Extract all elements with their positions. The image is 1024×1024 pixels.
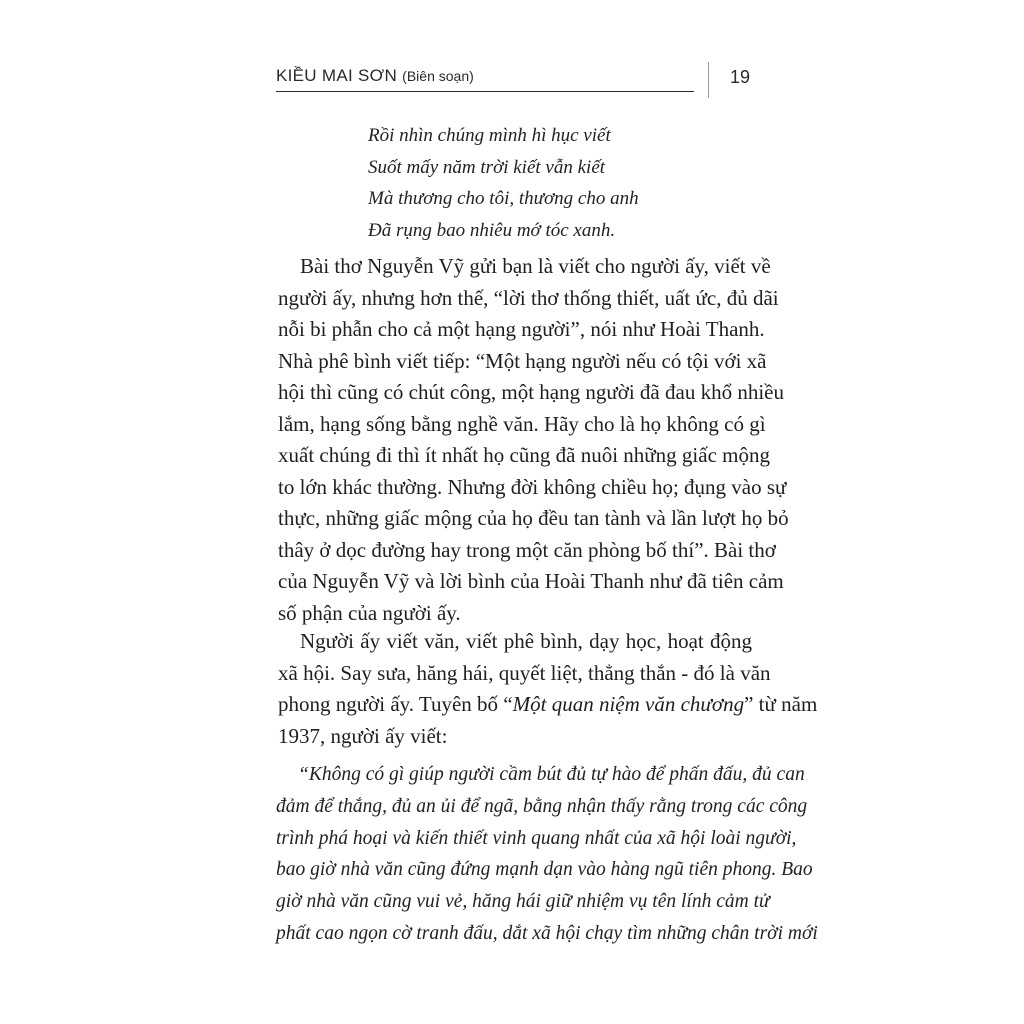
header-divider <box>708 62 709 98</box>
paragraph-line: người ấy, nhưng hơn thế, “lời thơ thống thiết, uất ức, đủ dãi <box>278 285 779 310</box>
paragraph-line: 1937, người ấy viết: <box>278 723 448 748</box>
header-rule <box>276 91 694 92</box>
quote-line: “Không có gì giúp người cầm bút đủ tự hào để phấn đấu, đủ can <box>298 764 805 785</box>
quote-line: giờ nhà văn cũng vui vẻ, hăng hái giữ nhiệm vụ tên lính cảm tử <box>276 891 770 913</box>
essay-title: Một quan niệm văn chương <box>512 692 745 716</box>
running-header <box>276 66 474 86</box>
poem-line: Mà thương cho tôi, thương cho anh <box>368 188 639 209</box>
paragraph-line: của Nguyễn Vỹ và lời bình của Hoài Thanh như đã tiên cảm <box>278 569 784 593</box>
paragraph-2 <box>278 626 818 752</box>
paragraph-line: xã hội. Say sưa, hăng hái, quyết liệt, thẳng thắn - đó là văn <box>278 660 771 685</box>
quote-line: trình phá hoại và kiến thiết vinh quang nhất của xã hội loài người, <box>276 827 797 849</box>
paragraph-line: thực, những giấc mộng của họ đều tan tành và lần lượt họ bỏ <box>278 506 789 530</box>
text-segment: ” từ năm <box>744 692 818 716</box>
poem-line: Suốt mấy năm trời kiết vẫn kiết <box>368 156 606 178</box>
poem-excerpt <box>368 120 639 246</box>
quote-line: đảm để thắng, đủ an ủi để ngã, bằng nhận thấy rằng trong các công <box>276 795 808 817</box>
poem-line: Đã rụng bao nhiêu mớ tóc xanh. <box>368 219 616 241</box>
paragraph-line: Bài thơ Nguyễn Vỹ gửi bạn là viết cho người ấy, viết về <box>300 254 771 278</box>
paragraph-line-with-title <box>278 689 818 721</box>
page-number: 19 <box>730 67 751 87</box>
poem-line: Rồi nhìn chúng mình hì hục viết <box>368 125 611 146</box>
text-segment: phong người ấy. Tuyên bố “ <box>278 692 513 716</box>
paragraph-line: nỗi bi phẫn cho cả một hạng người”, nói như Hoài Thanh. <box>278 317 765 341</box>
block-quote <box>276 759 818 950</box>
paragraph-line: lắm, hạng sống bằng nghề văn. Hãy cho là họ không có gì <box>278 411 766 436</box>
quote-line: bao giờ nhà văn cũng đứng mạnh dạn vào hàng ngũ tiên phong. Bao <box>276 859 813 881</box>
paragraph-line: xuất chúng đi thì ít nhất họ cũng đã nuôi những giấc mộng <box>278 443 770 467</box>
paragraph-line: hội thì cũng có chút công, một hạng người đã đau khổ nhiều <box>278 380 784 404</box>
paragraph-line: Nhà phê bình viết tiếp: “Một hạng người nếu có tội với xã <box>278 348 767 373</box>
paragraph-line: Người ấy viết văn, viết phê bình, dạy học, hoạt động <box>300 629 752 653</box>
paragraph-line: số phận của người ấy. <box>278 600 461 625</box>
paragraph-line: to lớn khác thường. Nhưng đời không chiều họ; đụng vào sự <box>278 474 787 499</box>
paragraph-line: thây ở dọc đường hay trong một căn phòng bố thí”. Bài thơ <box>278 537 776 562</box>
header-role: (Biên soạn) <box>402 68 474 84</box>
paragraph-1 <box>278 251 789 629</box>
header-author: KIỀU MAI SƠN <box>276 66 398 85</box>
quote-line: phất cao ngọn cờ tranh đấu, dắt xã hội chạy tìm những chân trời mới <box>276 922 818 944</box>
